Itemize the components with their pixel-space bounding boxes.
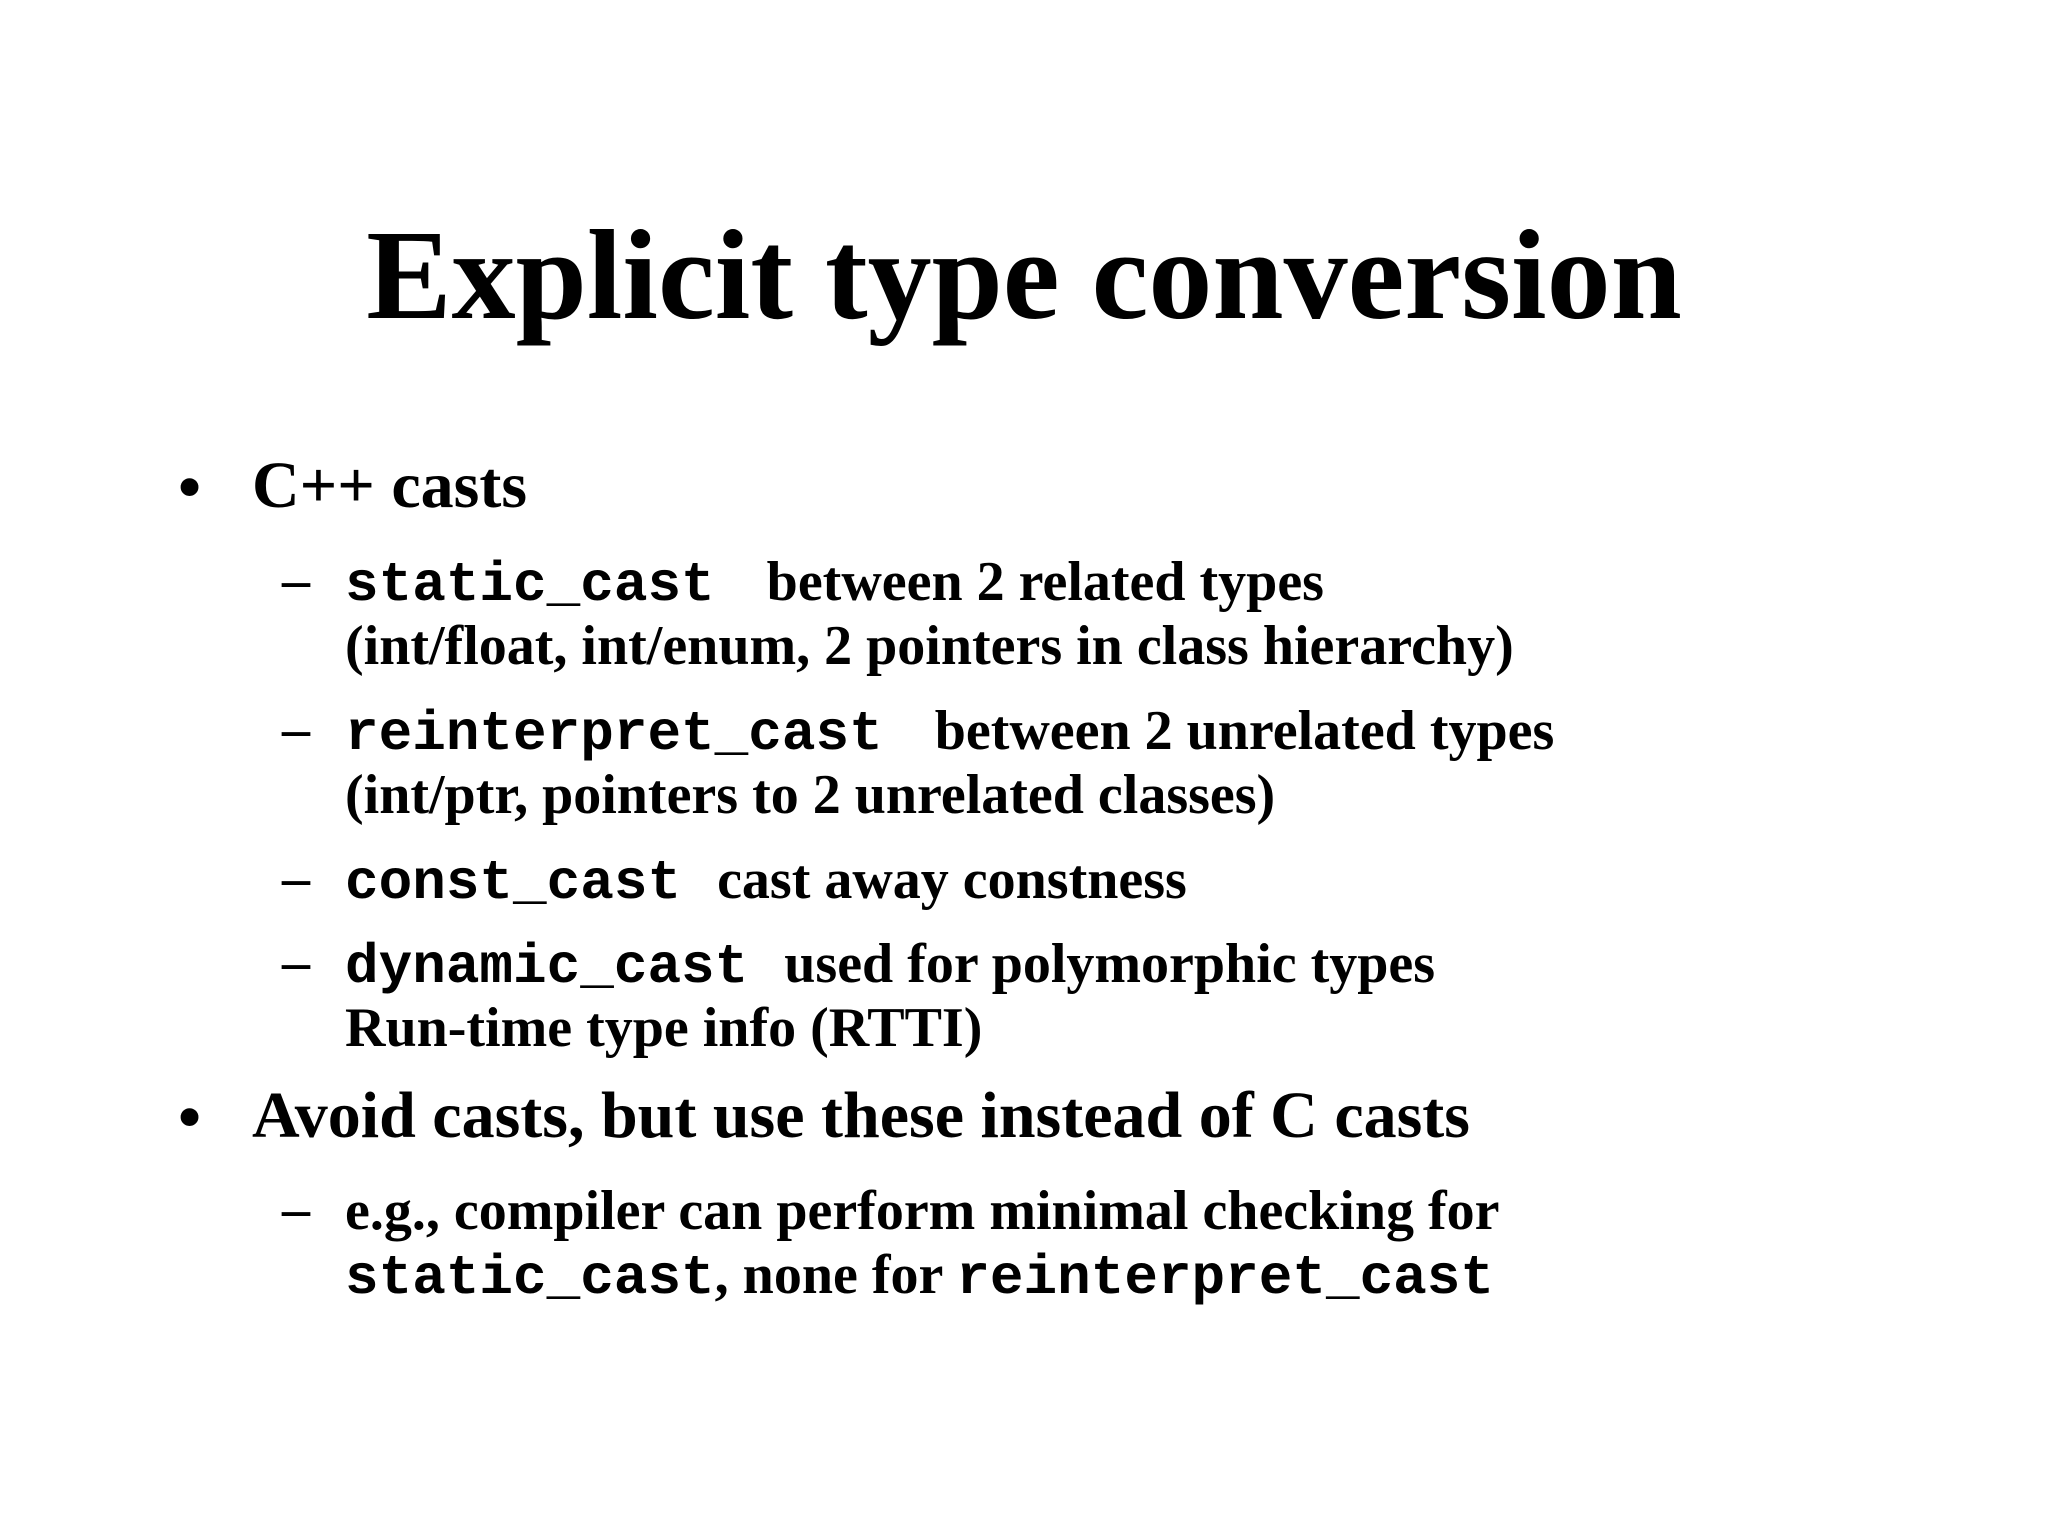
dash-marker: – (282, 847, 310, 909)
dash-marker: – (282, 931, 310, 993)
dynamic-cast-continuation: Run-time type info (RTTI) (345, 997, 983, 1059)
static-cast-description: between 2 related types (766, 551, 1324, 613)
code-static-cast-ref: static_cast (345, 1246, 715, 1310)
code-const-cast: const_cast (345, 851, 682, 915)
const-cast-description: cast away constness (717, 849, 1187, 911)
subitem-example-line1: e.g., compiler can perform minimal checking for (345, 1180, 1500, 1242)
subitem-reinterpret-cast (345, 699, 1554, 766)
example-none-for-text: , none for (714, 1244, 957, 1306)
subitem-dynamic-cast (345, 932, 1435, 999)
code-static-cast: static_cast (345, 553, 715, 617)
code-reinterpret-cast-ref: reinterpret_cast (956, 1246, 1494, 1310)
dash-marker: – (282, 698, 310, 760)
bullet-cpp-casts: C++ casts (252, 449, 528, 522)
code-reinterpret-cast: reinterpret_cast (345, 702, 883, 766)
bullet-marker: • (178, 451, 202, 524)
static-cast-continuation: (int/float, int/enum, 2 pointers in class hierarchy) (345, 615, 1514, 677)
subitem-static-cast (345, 550, 1324, 617)
subitem-example-line2 (345, 1243, 1494, 1310)
subitem-const-cast (345, 848, 1187, 915)
bullet-marker: • (178, 1081, 202, 1154)
dash-marker: – (282, 1178, 310, 1240)
code-dynamic-cast: dynamic_cast (345, 935, 749, 999)
reinterpret-cast-description: between 2 unrelated types (934, 700, 1555, 762)
reinterpret-cast-continuation: (int/ptr, pointers to 2 unrelated classes) (345, 764, 1276, 826)
bullet-avoid-casts: Avoid casts, but use these instead of C casts (252, 1079, 1470, 1152)
dynamic-cast-description: used for polymorphic types (784, 933, 1436, 995)
slide-title: Explicit type conversion (366, 204, 1682, 346)
dash-marker: – (282, 549, 310, 611)
